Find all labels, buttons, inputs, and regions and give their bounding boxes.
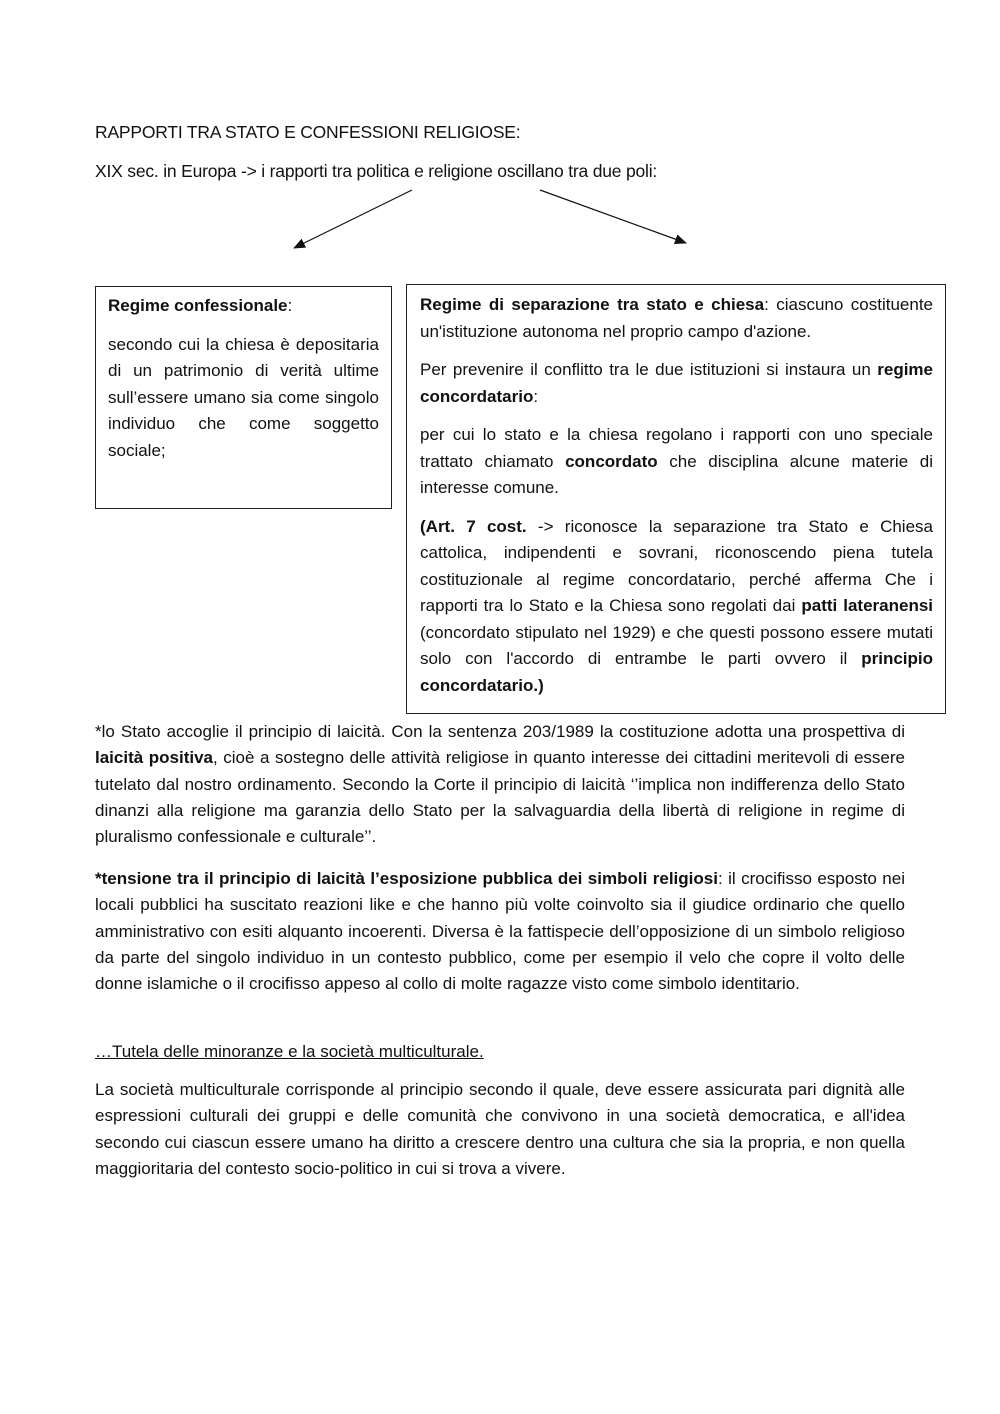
concordat-paragraph: per cui lo stato e la chiesa regolano i rapporti con uno speciale trattato chiamato concordato che disciplina alcune materie di interesse comune.: [420, 425, 933, 497]
concordat-regime-paragraph: Per prevenire il conflitto tra le due istituzioni si instaura un regime concordatario:: [420, 360, 933, 406]
tensione-paragraph: *tensione tra il principio di laicità l’esposizione pubblica dei simboli religiosi: il crocifisso esposto nei locali pubblici ha suscitato reazioni like e che hanno più volte coinvolto sia il giudice ordinario che quello amministrativo con esiti alquanto incoerenti. Diversa è la fattispecie dell’opposizione di un simbolo religioso da parte del singolo individuo in un contesto pubblico, come per esempio il velo che copre il volto delle donne islamiche o il crocifisso appeso al collo di molte ragazze visto come simbolo identitario.: [95, 869, 905, 994]
confessional-text: secondo cui la chiesa è depositaria di un patrimonio di verità ultime sull’essere umano sia come singolo individuo che come soggetto sociale;: [108, 334, 379, 460]
separation-paragraph: Regime di separazione tra stato e chiesa: ciascuno costituente un'istituzione autonoma nel proprio campo d'azione.: [420, 295, 933, 341]
arrow-left: [294, 190, 412, 248]
page-title: RAPPORTI TRA STATO E CONFESSIONI RELIGIOSE:: [95, 122, 521, 142]
confessional-heading: Regime confessionale:: [108, 296, 293, 315]
section-heading-block: [95, 1039, 905, 1065]
intro-line: XIX sec. in Europa -> i rapporti tra politica e religione oscillano tra due poli:: [95, 161, 658, 181]
laicita-paragraph: *lo Stato accoglie il principio di laicità. Con la sentenza 203/1989 la costituzione adotta una prospettiva di laicità positiva, cioè a sostegno delle attività religiose in quanto interesse dei cittadini meritevoli di essere tutelato dal nostro ordinamento. Secondo la Corte il principio di laicità ‘’implica non indifferenza dello Stato dinanzi alla religione ma garanzia dello Stato per la salvaguardia della libertà di religione in regime di pluralismo confessionale e culturale’’.: [95, 722, 905, 847]
laicita-paragraph-block: [95, 719, 905, 850]
section-heading: …Tutela delle minoranze e la società multiculturale.: [95, 1042, 484, 1061]
multicultural-paragraph: La società multiculturale corrisponde al principio secondo il quale, deve essere assicurata pari dignità alle espressioni culturali dei gruppi e delle comunità che convivono in una società democratica, e all'idea secondo cui ciascun essere umano ha diritto a crescere dentro una cultura che sia la propria, e non quella maggioritaria del contesto socio-politico in cui si trova a vivere.: [95, 1080, 905, 1178]
separation-regime-box: [406, 284, 946, 714]
tensione-paragraph-block: [95, 866, 905, 997]
multicultural-paragraph-block: [95, 1077, 905, 1182]
arrow-right: [540, 190, 686, 243]
article-7-paragraph: (Art. 7 cost. -> riconosce la separazione tra Stato e Chiesa cattolica, indipendenti e sovrani, riconoscendo piena tutela costituzionale al regime concordatario, perché afferma Che i rapporti tra lo Stato e la Chiesa sono regolati dai patti lateranensi (concordato stipulato nel 1929) e che questi possono essere mutati solo con l'accordo di entrambe le parti ovvero il principio concordatario.): [420, 516, 934, 695]
branch-arrows: [0, 180, 1000, 260]
confessional-regime-box: [95, 286, 392, 509]
